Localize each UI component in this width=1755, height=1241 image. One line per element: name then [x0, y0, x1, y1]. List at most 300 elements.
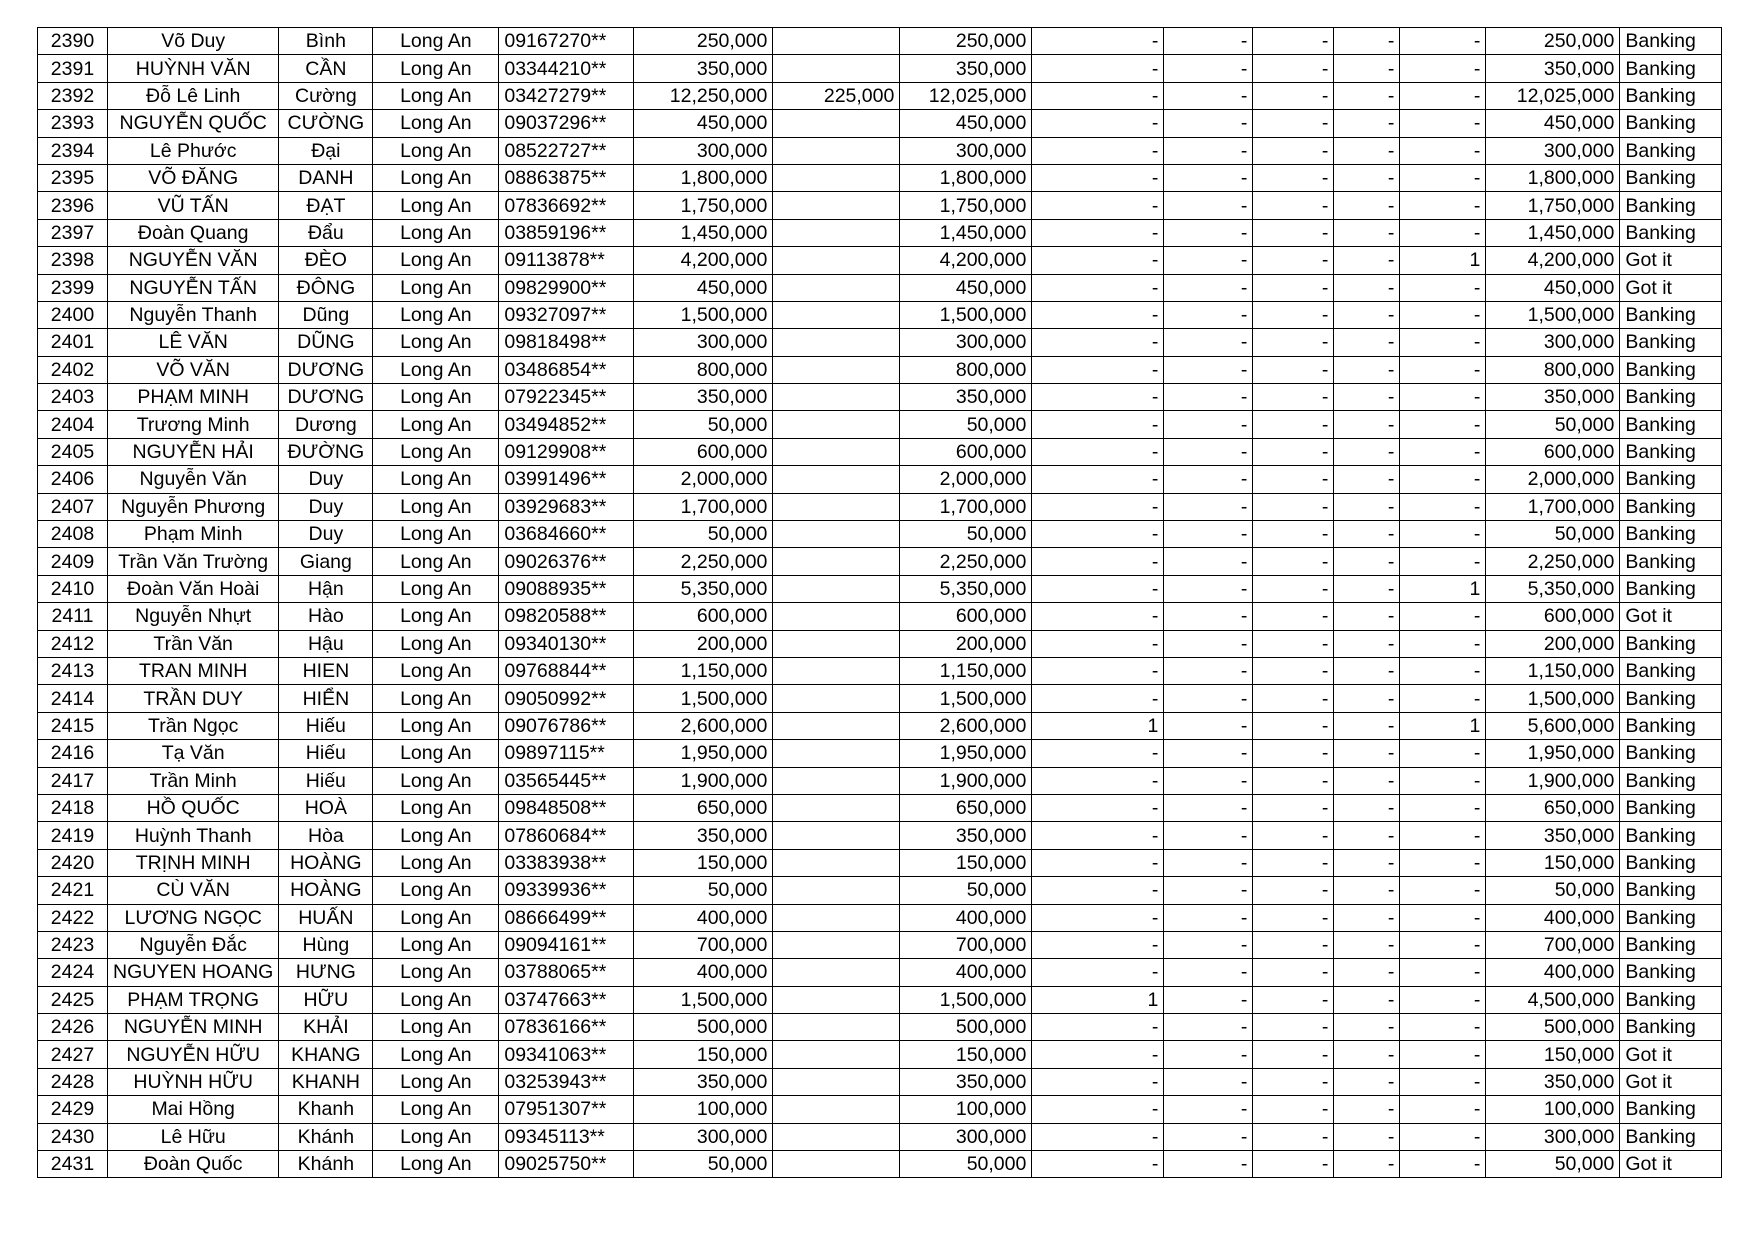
cell-method: Banking [1620, 548, 1722, 575]
cell-total: 300,000 [1486, 329, 1620, 356]
cell-total: 100,000 [1486, 1096, 1620, 1123]
cell-amount: 50,000 [634, 877, 773, 904]
table-row [38, 82, 1722, 109]
cell-method: Banking [1620, 82, 1722, 109]
cell-method: Banking [1620, 630, 1722, 657]
cell-given: HƯNG [279, 959, 373, 986]
cell-f3: - [1253, 466, 1334, 493]
cell-deduction [773, 548, 900, 575]
cell-province: Long An [373, 82, 499, 109]
cell-amount: 300,000 [634, 1123, 773, 1150]
cell-surname: Đỗ Lê Linh [108, 82, 279, 109]
cell-f5: - [1400, 1096, 1486, 1123]
cell-phone: 09050992** [499, 685, 634, 712]
table-row [38, 1041, 1722, 1068]
cell-deduction [773, 794, 900, 821]
cell-f3: - [1253, 931, 1334, 958]
table-row [38, 1151, 1722, 1178]
cell-deduction [773, 411, 900, 438]
cell-f1: 1 [1032, 712, 1164, 739]
cell-deduction [773, 301, 900, 328]
cell-f4: - [1334, 685, 1400, 712]
cell-deduction [773, 1014, 900, 1041]
cell-f4: - [1334, 384, 1400, 411]
cell-given: Hiếu [279, 712, 373, 739]
cell-method: Got it [1620, 603, 1722, 630]
cell-f3: - [1253, 685, 1334, 712]
cell-f5: - [1400, 356, 1486, 383]
cell-given: Duy [279, 466, 373, 493]
cell-f5: - [1400, 959, 1486, 986]
table-row [38, 986, 1722, 1013]
cell-net: 150,000 [900, 849, 1032, 876]
cell-phone: 09037296** [499, 110, 634, 137]
cell-amount: 250,000 [634, 28, 773, 55]
cell-phone: 03253943** [499, 1068, 634, 1095]
cell-f3: - [1253, 1151, 1334, 1178]
cell-province: Long An [373, 630, 499, 657]
cell-net: 2,000,000 [900, 466, 1032, 493]
cell-deduction [773, 712, 900, 739]
cell-f2: - [1164, 685, 1253, 712]
cell-no: 2427 [38, 1041, 108, 1068]
cell-phone: 09088935** [499, 575, 634, 602]
cell-given: HIEN [279, 657, 373, 684]
cell-net: 1,150,000 [900, 657, 1032, 684]
cell-f3: - [1253, 192, 1334, 219]
cell-surname: Đoàn Quang [108, 219, 279, 246]
cell-amount: 1,900,000 [634, 767, 773, 794]
cell-amount: 350,000 [634, 384, 773, 411]
cell-given: Dương [279, 411, 373, 438]
cell-f2: - [1164, 247, 1253, 274]
cell-province: Long An [373, 329, 499, 356]
cell-deduction [773, 904, 900, 931]
cell-amount: 450,000 [634, 110, 773, 137]
cell-method: Banking [1620, 904, 1722, 931]
cell-f3: - [1253, 630, 1334, 657]
cell-f4: - [1334, 575, 1400, 602]
cell-deduction [773, 274, 900, 301]
table-row [38, 137, 1722, 164]
cell-f1: - [1032, 877, 1164, 904]
cell-given: Khánh [279, 1123, 373, 1150]
cell-method: Banking [1620, 959, 1722, 986]
cell-no: 2430 [38, 1123, 108, 1150]
cell-f2: - [1164, 959, 1253, 986]
cell-no: 2419 [38, 822, 108, 849]
cell-given: KHẢI [279, 1014, 373, 1041]
cell-given: HIỂN [279, 685, 373, 712]
cell-f2: - [1164, 384, 1253, 411]
cell-province: Long An [373, 192, 499, 219]
cell-f3: - [1253, 794, 1334, 821]
cell-f5: - [1400, 904, 1486, 931]
cell-no: 2421 [38, 877, 108, 904]
cell-province: Long An [373, 137, 499, 164]
cell-f4: - [1334, 82, 1400, 109]
cell-amount: 650,000 [634, 794, 773, 821]
cell-f1: - [1032, 657, 1164, 684]
cell-province: Long An [373, 28, 499, 55]
cell-f4: - [1334, 740, 1400, 767]
cell-f3: - [1253, 548, 1334, 575]
cell-amount: 5,350,000 [634, 575, 773, 602]
cell-f1: - [1032, 28, 1164, 55]
cell-phone: 03565445** [499, 767, 634, 794]
cell-no: 2416 [38, 740, 108, 767]
cell-phone: 09341063** [499, 1041, 634, 1068]
cell-net: 450,000 [900, 274, 1032, 301]
cell-f3: - [1253, 1068, 1334, 1095]
cell-f5: - [1400, 493, 1486, 520]
cell-f2: - [1164, 219, 1253, 246]
cell-total: 4,500,000 [1486, 986, 1620, 1013]
cell-given: DŨNG [279, 329, 373, 356]
cell-f2: - [1164, 82, 1253, 109]
cell-f2: - [1164, 164, 1253, 191]
cell-surname: NGUYỄN HẢI [108, 438, 279, 465]
cell-f3: - [1253, 110, 1334, 137]
cell-f3: - [1253, 411, 1334, 438]
cell-f1: - [1032, 1123, 1164, 1150]
cell-phone: 03344210** [499, 55, 634, 82]
cell-f1: - [1032, 137, 1164, 164]
cell-province: Long An [373, 877, 499, 904]
cell-phone: 09345113** [499, 1123, 634, 1150]
cell-f5: - [1400, 192, 1486, 219]
cell-total: 300,000 [1486, 137, 1620, 164]
cell-method: Banking [1620, 822, 1722, 849]
cell-method: Banking [1620, 877, 1722, 904]
cell-surname: Võ Duy [108, 28, 279, 55]
cell-surname: Lê Hữu [108, 1123, 279, 1150]
cell-f4: - [1334, 1096, 1400, 1123]
cell-amount: 600,000 [634, 603, 773, 630]
cell-amount: 50,000 [634, 411, 773, 438]
cell-f5: - [1400, 740, 1486, 767]
cell-deduction [773, 493, 900, 520]
cell-surname: Đoàn Văn Hoài [108, 575, 279, 602]
cell-surname: Trần Ngọc [108, 712, 279, 739]
cell-f4: - [1334, 1014, 1400, 1041]
cell-phone: 09848508** [499, 794, 634, 821]
cell-net: 1,500,000 [900, 301, 1032, 328]
cell-f1: - [1032, 630, 1164, 657]
cell-amount: 100,000 [634, 1096, 773, 1123]
cell-f4: - [1334, 712, 1400, 739]
table-row [38, 110, 1722, 137]
cell-phone: 03859196** [499, 219, 634, 246]
cell-no: 2415 [38, 712, 108, 739]
cell-phone: 09768844** [499, 657, 634, 684]
cell-amount: 150,000 [634, 849, 773, 876]
cell-given: Đại [279, 137, 373, 164]
cell-total: 800,000 [1486, 356, 1620, 383]
cell-f4: - [1334, 110, 1400, 137]
cell-given: HOÀ [279, 794, 373, 821]
cell-surname: LƯƠNG NGỌC [108, 904, 279, 931]
cell-f5: - [1400, 877, 1486, 904]
cell-amount: 1,950,000 [634, 740, 773, 767]
table-row [38, 28, 1722, 55]
cell-deduction [773, 164, 900, 191]
cell-given: Hòa [279, 822, 373, 849]
cell-phone: 07836692** [499, 192, 634, 219]
cell-method: Got it [1620, 1068, 1722, 1095]
cell-net: 150,000 [900, 1041, 1032, 1068]
cell-f1: - [1032, 82, 1164, 109]
cell-phone: 03991496** [499, 466, 634, 493]
cell-f3: - [1253, 438, 1334, 465]
cell-net: 350,000 [900, 384, 1032, 411]
cell-province: Long An [373, 849, 499, 876]
cell-f1: - [1032, 849, 1164, 876]
cell-province: Long An [373, 521, 499, 548]
table-row [38, 904, 1722, 931]
cell-total: 700,000 [1486, 931, 1620, 958]
cell-f5: - [1400, 603, 1486, 630]
cell-deduction [773, 192, 900, 219]
cell-f5: - [1400, 466, 1486, 493]
cell-province: Long An [373, 685, 499, 712]
table-row [38, 301, 1722, 328]
cell-net: 300,000 [900, 1123, 1032, 1150]
cell-f5: - [1400, 657, 1486, 684]
cell-net: 250,000 [900, 28, 1032, 55]
cell-f2: - [1164, 493, 1253, 520]
cell-amount: 12,250,000 [634, 82, 773, 109]
cell-net: 350,000 [900, 55, 1032, 82]
cell-deduction [773, 740, 900, 767]
cell-f2: - [1164, 794, 1253, 821]
cell-f1: - [1032, 438, 1164, 465]
cell-method: Banking [1620, 1096, 1722, 1123]
cell-f3: - [1253, 959, 1334, 986]
cell-amount: 1,800,000 [634, 164, 773, 191]
cell-f5: - [1400, 685, 1486, 712]
cell-deduction [773, 384, 900, 411]
cell-phone: 09339936** [499, 877, 634, 904]
table-row [38, 247, 1722, 274]
cell-f4: - [1334, 521, 1400, 548]
cell-f1: - [1032, 219, 1164, 246]
cell-total: 1,150,000 [1486, 657, 1620, 684]
cell-f4: - [1334, 274, 1400, 301]
cell-amount: 2,600,000 [634, 712, 773, 739]
cell-no: 2400 [38, 301, 108, 328]
cell-surname: Tạ Văn [108, 740, 279, 767]
cell-province: Long An [373, 1041, 499, 1068]
cell-f1: - [1032, 685, 1164, 712]
cell-given: Hậu [279, 630, 373, 657]
cell-method: Got it [1620, 1041, 1722, 1068]
cell-surname: NGUYỄN QUỐC [108, 110, 279, 137]
cell-given: Hùng [279, 931, 373, 958]
cell-surname: Mai Hồng [108, 1096, 279, 1123]
cell-total: 1,700,000 [1486, 493, 1620, 520]
cell-f2: - [1164, 438, 1253, 465]
cell-province: Long An [373, 712, 499, 739]
cell-no: 2395 [38, 164, 108, 191]
cell-f2: - [1164, 822, 1253, 849]
cell-net: 1,450,000 [900, 219, 1032, 246]
cell-f4: - [1334, 247, 1400, 274]
cell-total: 500,000 [1486, 1014, 1620, 1041]
cell-f3: - [1253, 301, 1334, 328]
cell-f1: - [1032, 110, 1164, 137]
cell-f4: - [1334, 849, 1400, 876]
cell-province: Long An [373, 55, 499, 82]
cell-f4: - [1334, 28, 1400, 55]
cell-f5: - [1400, 931, 1486, 958]
cell-net: 100,000 [900, 1096, 1032, 1123]
cell-phone: 09820588** [499, 603, 634, 630]
cell-net: 50,000 [900, 877, 1032, 904]
cell-deduction [773, 822, 900, 849]
cell-f4: - [1334, 1041, 1400, 1068]
cell-deduction [773, 959, 900, 986]
cell-province: Long An [373, 740, 499, 767]
cell-f4: - [1334, 356, 1400, 383]
cell-province: Long An [373, 548, 499, 575]
cell-f1: - [1032, 521, 1164, 548]
cell-method: Banking [1620, 28, 1722, 55]
cell-net: 600,000 [900, 603, 1032, 630]
cell-given: HOÀNG [279, 877, 373, 904]
cell-f2: - [1164, 657, 1253, 684]
cell-given: Đẩu [279, 219, 373, 246]
cell-method: Banking [1620, 740, 1722, 767]
cell-f2: - [1164, 301, 1253, 328]
cell-f4: - [1334, 657, 1400, 684]
cell-province: Long An [373, 164, 499, 191]
cell-f1: - [1032, 1014, 1164, 1041]
cell-f1: - [1032, 603, 1164, 630]
cell-f5: - [1400, 986, 1486, 1013]
cell-surname: PHẠM MINH [108, 384, 279, 411]
cell-f4: - [1334, 1151, 1400, 1178]
cell-deduction [773, 849, 900, 876]
cell-net: 400,000 [900, 904, 1032, 931]
cell-phone: 07922345** [499, 384, 634, 411]
table-row [38, 384, 1722, 411]
cell-given: KHANH [279, 1068, 373, 1095]
cell-total: 200,000 [1486, 630, 1620, 657]
cell-phone: 07860684** [499, 822, 634, 849]
table-row [38, 657, 1722, 684]
cell-no: 2411 [38, 603, 108, 630]
cell-f2: - [1164, 849, 1253, 876]
cell-given: Duy [279, 521, 373, 548]
cell-method: Banking [1620, 137, 1722, 164]
cell-surname: CÙ VĂN [108, 877, 279, 904]
cell-method: Banking [1620, 301, 1722, 328]
cell-phone: 09829900** [499, 274, 634, 301]
cell-no: 2402 [38, 356, 108, 383]
cell-net: 1,500,000 [900, 986, 1032, 1013]
cell-f1: - [1032, 767, 1164, 794]
cell-f4: - [1334, 301, 1400, 328]
cell-surname: Nguyễn Thanh [108, 301, 279, 328]
cell-deduction [773, 630, 900, 657]
table-row [38, 1068, 1722, 1095]
cell-f2: - [1164, 1014, 1253, 1041]
table-row [38, 959, 1722, 986]
table-row [38, 466, 1722, 493]
cell-amount: 300,000 [634, 329, 773, 356]
table-row [38, 219, 1722, 246]
cell-f3: - [1253, 822, 1334, 849]
cell-f2: - [1164, 411, 1253, 438]
cell-total: 5,600,000 [1486, 712, 1620, 739]
cell-f3: - [1253, 986, 1334, 1013]
cell-amount: 1,450,000 [634, 219, 773, 246]
cell-net: 2,250,000 [900, 548, 1032, 575]
cell-f2: - [1164, 110, 1253, 137]
cell-total: 150,000 [1486, 849, 1620, 876]
cell-f5: - [1400, 521, 1486, 548]
cell-deduction [773, 603, 900, 630]
cell-net: 450,000 [900, 110, 1032, 137]
cell-f4: - [1334, 877, 1400, 904]
cell-f4: - [1334, 959, 1400, 986]
cell-method: Banking [1620, 767, 1722, 794]
cell-amount: 4,200,000 [634, 247, 773, 274]
cell-f5: - [1400, 767, 1486, 794]
cell-net: 1,700,000 [900, 493, 1032, 520]
cell-no: 2394 [38, 137, 108, 164]
cell-net: 5,350,000 [900, 575, 1032, 602]
cell-f4: - [1334, 192, 1400, 219]
cell-amount: 350,000 [634, 55, 773, 82]
cell-phone: 09094161** [499, 931, 634, 958]
cell-deduction [773, 521, 900, 548]
cell-f1: - [1032, 548, 1164, 575]
cell-f1: - [1032, 740, 1164, 767]
cell-phone: 08522727** [499, 137, 634, 164]
cell-method: Banking [1620, 164, 1722, 191]
cell-f1: - [1032, 466, 1164, 493]
cell-no: 2424 [38, 959, 108, 986]
cell-f1: - [1032, 301, 1164, 328]
cell-no: 2423 [38, 931, 108, 958]
cell-f4: - [1334, 931, 1400, 958]
cell-net: 200,000 [900, 630, 1032, 657]
cell-given: DƯƠNG [279, 356, 373, 383]
cell-phone: 09897115** [499, 740, 634, 767]
cell-given: Duy [279, 493, 373, 520]
cell-province: Long An [373, 493, 499, 520]
cell-amount: 1,750,000 [634, 192, 773, 219]
cell-f5: - [1400, 1151, 1486, 1178]
cell-f1: - [1032, 1041, 1164, 1068]
cell-method: Banking [1620, 1014, 1722, 1041]
cell-no: 2407 [38, 493, 108, 520]
cell-f2: - [1164, 521, 1253, 548]
table-row [38, 575, 1722, 602]
cell-f5: - [1400, 274, 1486, 301]
cell-deduction [773, 1068, 900, 1095]
cell-net: 1,800,000 [900, 164, 1032, 191]
table-row [38, 411, 1722, 438]
cell-no: 2396 [38, 192, 108, 219]
cell-f4: - [1334, 822, 1400, 849]
cell-no: 2429 [38, 1096, 108, 1123]
cell-province: Long An [373, 411, 499, 438]
cell-province: Long An [373, 575, 499, 602]
cell-amount: 600,000 [634, 438, 773, 465]
